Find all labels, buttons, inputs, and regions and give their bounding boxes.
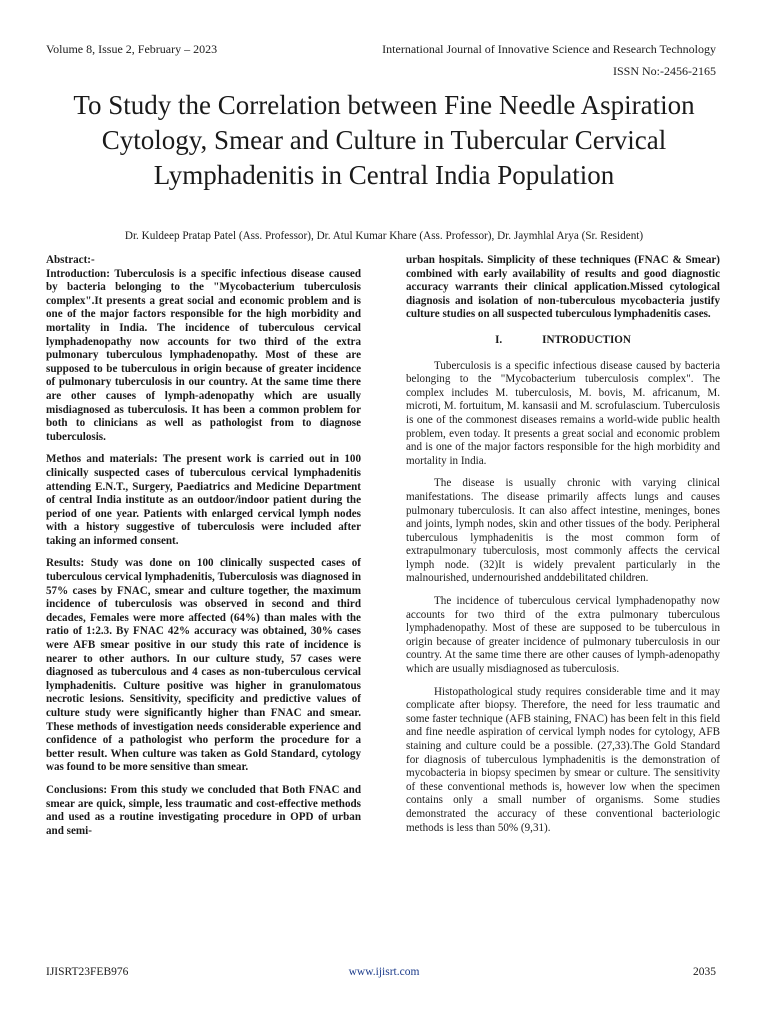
paper-title: To Study the Correlation between Fine Needle Aspiration Cytology, Smear and Culture in Tubercular Cervical Lymphadenitis in Central India Population (73, 90, 695, 190)
section-number: I. (495, 333, 503, 346)
issn: ISSN No:-2456-2165 (612, 64, 716, 78)
running-header-journal: International Journal of Innovative Science and Research Technology (382, 42, 716, 56)
abstract-conclusions: Conclusions: From this study we concluded that Both FNAC and smear are quick, simple, less traumatic and cost-effective methods and used as a routine investigating procedure in OPD of urban and semi- (46, 783, 361, 837)
intro-paragraph: Histopathological study requires considerable time and it may complicate after biopsy. Therefore, the need for less traumatic and some faster technique (AFB staining, FNAC) has been felt in this field and fine needle aspiration of cervical lymph nodes for cytology, AFB staining and culture could be a possible. (27,33).The Gold Standard for diagnosis of tuberculous lymphadenitis is the demonstration of mycobacteria in biopsy specimen by smear or culture. The sensitivity of these conventional methods is, however low when the specimen contains only a small number of organisms. Some studies demonstrated the accuracy of these conventional bacteriologic methods is less than 50% (9,31). (406, 685, 720, 834)
intro-paragraph: The incidence of tuberculous cervical lymphadenopathy now accounts for two third of the extra pulmonary tuberculous lymphadenopathy. Most of these are supposed to be tuberculous in origin because of greater incidence of pulmonary tuberculosis in our country. At the same time there are other causes of lymph-adenopathy which are usually misdiagnosed as tuberculosis. (406, 595, 720, 676)
abstract-conclusions-continued: urban hospitals. Simplicity of these techniques (FNAC & Smear) combined with early availability of results and good diagnostic accuracy warrants their clinical application.Missed cytological diagnosis and isolation of non-tuberculous mycobacteria justify culture studies on all suspected tuberculous lymphadenitis cases. (406, 254, 720, 321)
running-header-volume: Volume 8, Issue 2, February – 2023 (46, 42, 218, 56)
intro-paragraph: Tuberculosis is a specific infectious disease caused by bacteria belonging to the "Mycobacterium tuberculosis complex". The complex includes M. tuberculosis, M. bovis, M. africanum, M. microti, M. fortuitum, M. kansasii and M. scrofulascium. Tuberculosis is one of the commonest diseases remains a world-wide public health problem, even today. It presents a great social and economic problem and is one of the major factors responsible for the high morbidity and mortality in India. (406, 359, 720, 467)
abstract-results: Results: Study was done on 100 clinically suspected cases of tuberculous cervical lymphadenitis, Tuberculosis was diagnosed in 57% cases by FNAC, smear and culture together, the maximum incidence of tuberculosis was observed in second and third decades, Females were more affected (64%) than males with the ratio of 1:2.3. By FNAC 42% accuracy was obtained, 30% cases were AFB smear positive in our study this rate of incidence is nearer to other authors. In our culture study, 57 cases were diagnosed as tuberculous and 4 cases as non-tuberculous cervical lymphadenitis. Culture positive was higher in granulomatous necrotic lesions. Sensitivity, specificity and predictive values of culture study were significantly higher than FNAC and smear. These methods of investigation needs considerable experience and confidence of a pathologist who perform the procedure for a better result. When culture was taken as Gold Standard, cytology was found to be more sensitive than smear. (46, 557, 361, 774)
left-column (46, 254, 361, 847)
intro-paragraph: The disease is usually chronic with varying clinical manifestations. The disease primarily affects lungs and causes pulmonary tuberculosis. It can also affect intestine, meninges, bones and joints, lymph nodes, skin and other tissues of the body. Peripheral tuberculous lymphadenitis is the most common form of extrapulmonary tuberculosis, most commonly affects the cervical lymph node. (32)It is widely prevalent particularly in the malnourished, undernourished anddebilitated children. (406, 477, 720, 585)
author-list: Dr. Kuldeep Pratap Patel (Ass. Professor), Dr. Atul Kumar Khare (Ass. Professor), Dr. Jaymhlal Arya (Sr. Resident) (124, 230, 644, 242)
abstract-heading: Abstract:- (46, 254, 95, 266)
footer-website-link[interactable]: www.ijisrt.com (348, 966, 420, 978)
section-title: INTRODUCTION (542, 333, 631, 346)
page-number: 2035 (693, 966, 716, 978)
footer-paper-code: IJISRT23FEB976 (46, 966, 129, 978)
abstract-introduction: Introduction: Tuberculosis is a specific infectious disease caused by bacteria belonging to the "Mycobacterium tuberculosis complex".It presents a great social and economic problem and is one of the major factors responsible for the high morbidity and mortality in India. The incidence of tuberculous cervical lymphadenopathy now accounts for two third of the extra pulmonary tuberculous lymphadenopathy. Most of these are supposed to be tuberculous in origin because of greater incidence of pulmonary tuberculosis in our country. At the same time there are other causes of lymph-adenopathy which are usually misdiagnosed as tuberculosis. It has been a common problem for both to clinicians as well as pathologist from to diagnose tuberculosis. (46, 267, 361, 443)
abstract-methods: Methos and materials: The present work is carried out in 100 clinically suspected cases of tuberculous cervical lymphadenitis attending E.N.T., Surgery, Paediatrics and Medicine Department of central India institute as an outdoor/indoor patient during the period of one year. Patients with enlarged cervical lymph nodes with a history suggestive of tuberculosis were included after taking an informed consent. (46, 453, 361, 547)
right-column (406, 254, 720, 844)
section-heading (406, 334, 720, 348)
